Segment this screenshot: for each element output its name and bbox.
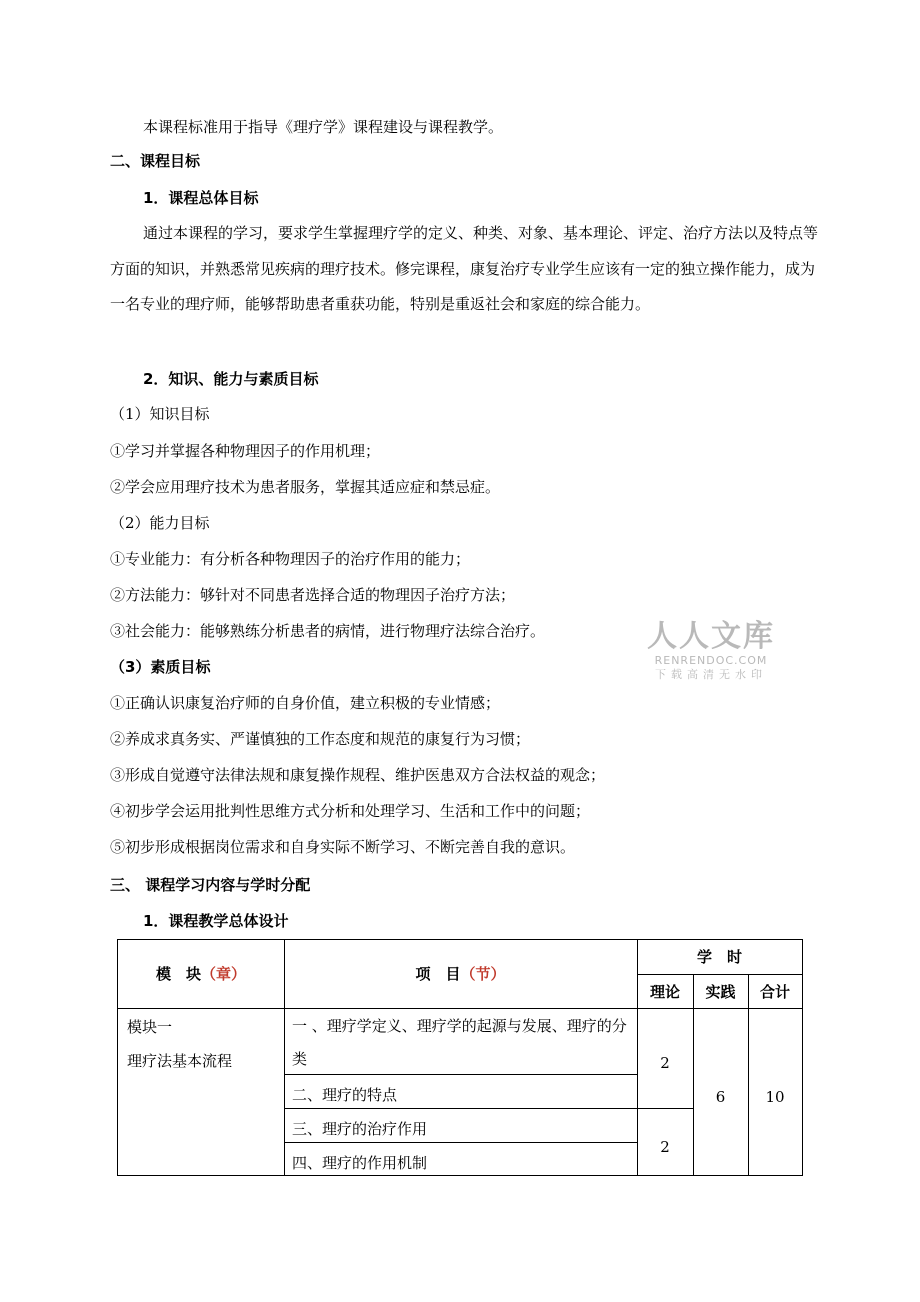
- goal-2-heading: 2．知识、能力与素质目标: [143, 370, 319, 388]
- quality-item: ②养成求真务实、严谨慎独的工作态度和规范的康复行为习惯；: [110, 730, 531, 748]
- quality-item: ⑤初步形成根据岗位需求和自身实际不断学习、不断完善自我的意识。: [110, 838, 576, 856]
- table-divider: [284, 1142, 638, 1143]
- watermark-url: RENRENDOC.COM: [654, 654, 768, 667]
- header-hours: 学 时: [696, 948, 742, 966]
- header-practice: 实践: [705, 983, 736, 1001]
- watermark-logo-text: 人人文库: [647, 619, 775, 654]
- watermark-subtitle: 下载高清无水印: [655, 668, 767, 681]
- item-row: 一 、理疗学定义、理疗学的起源与发展、理疗的分类: [292, 1017, 627, 1068]
- watermark: [646, 620, 776, 682]
- knowledge-item: ②学会应用理疗技术为患者服务，掌握其适应症和禁忌症。: [110, 478, 501, 496]
- course-design-table: [117, 939, 803, 1176]
- table-divider: [748, 974, 749, 1175]
- total-value: 10: [765, 1088, 785, 1106]
- header-total: 合计: [759, 983, 790, 1001]
- goal-1-paragraph: [110, 216, 822, 323]
- quality-heading: （3）素质目标: [110, 658, 211, 676]
- header-item: 项 目（节）: [415, 965, 506, 983]
- table-divider: [693, 974, 694, 1175]
- item-row: 二、理疗的特点: [292, 1086, 398, 1104]
- design-heading: 1．课程教学总体设计: [143, 912, 289, 930]
- practice-value: 6: [715, 1088, 726, 1106]
- section-2-heading: 二、课程目标: [110, 152, 201, 170]
- quality-item: ④初步学会运用批判性思维方式分析和处理学习、生活和工作中的问题；: [110, 802, 591, 820]
- theory-value: 2: [660, 1054, 670, 1072]
- table-divider: [637, 974, 802, 975]
- theory-value: 2: [660, 1138, 670, 1156]
- quality-item: ③形成自觉遵守法律法规和康复操作规程、维护医患双方合法权益的观念；: [110, 766, 606, 784]
- item-row: 三、理疗的治疗作用: [292, 1120, 428, 1138]
- quality-item: ①正确认识康复治疗师的自身价值，建立积极的专业情感；: [110, 694, 501, 712]
- table-divider: [118, 1008, 802, 1009]
- knowledge-heading: （1）知识目标: [110, 405, 210, 423]
- ability-heading: （2）能力目标: [110, 514, 210, 532]
- intro-text: 本课程标准用于指导《理疗学》课程建设与课程教学。: [143, 118, 504, 136]
- goal-1-heading: 1．课程总体目标: [143, 189, 259, 207]
- goal-1-text: 通过本课程的学习，要求学生掌握理疗学的定义、种类、对象、基本理论、评定、治疗方法以及特点等方面的知识，并熟悉常见疾病的理疗技术。修完课程，康复治疗专业学生应该有一定的独立操作能力，成为一名专业的理疗师，能够帮助患者重获功能，特别是重返社会和家庭的综合能力。: [110, 224, 819, 313]
- module-subtitle: 理疗法基本流程: [127, 1052, 233, 1070]
- ability-item: ②方法能力：够针对不同患者选择合适的物理因子治疗方法；: [110, 586, 516, 604]
- table-divider: [284, 1108, 694, 1109]
- section-3-heading: 三、 课程学习内容与学时分配: [110, 876, 311, 894]
- item-row: 四、理疗的作用机制: [292, 1154, 428, 1172]
- module-name: 模块一: [127, 1018, 173, 1036]
- ability-item: ①专业能力：有分析各种物理因子的治疗作用的能力；: [110, 550, 471, 568]
- header-module: 模 块（章）: [155, 965, 247, 983]
- ability-item: ③社会能力：能够熟练分析患者的病情，进行物理疗法综合治疗。: [110, 622, 546, 640]
- header-theory: 理论: [649, 983, 680, 1001]
- knowledge-item: ①学习并掌握各种物理因子的作用机理；: [110, 442, 381, 460]
